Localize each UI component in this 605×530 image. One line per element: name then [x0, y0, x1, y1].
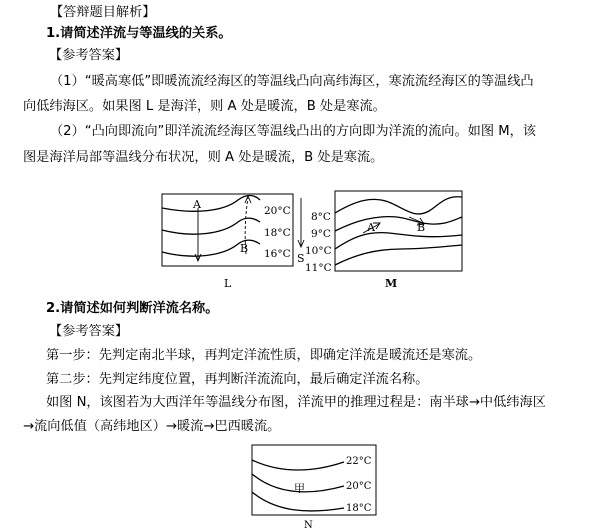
- figure-n-isotherm-22: [252, 460, 344, 470]
- figure-l-point-a: A: [193, 198, 201, 211]
- figure-l-label-20c: 20°C: [264, 205, 291, 217]
- figure-l-cold-arrowhead: [245, 196, 251, 203]
- figure-m-point-a: A: [367, 221, 375, 234]
- figure-l-point-b: B: [240, 242, 249, 255]
- figure-l-south-label: S: [297, 252, 305, 265]
- answer-2-step-1: 第一步：先判定南北半球，再判定洋流性质，即确定洋流是暖流还是寒流。: [46, 348, 482, 363]
- answer-1-paragraph-1-line-1: （1）“暖高寒低”即暖流流经海区的等温线凸向高纬海区，寒流流经海区的等温线凸: [50, 74, 534, 89]
- figure-l-caption: L: [224, 277, 232, 290]
- answer-2-step-2: 第二步：先判定纬度位置，再判断洋流流向，最后确定洋流名称。: [46, 372, 429, 387]
- figure-n-label-18c: 18°C: [346, 503, 372, 514]
- figure-m-isotherm-11: [335, 245, 462, 265]
- question-1-title: 1.请简述洋流与等温线的关系。: [46, 26, 232, 41]
- figure-n-current-label: 甲: [294, 482, 305, 495]
- figure-n-isotherm-diagram: [248, 442, 378, 530]
- answer-1-paragraph-1-line-2: 向低纬海区。如果图 L 是海洋，则 A 处是暖流，B 处是寒流。: [23, 99, 386, 114]
- figure-n-label-22c: 22°C: [346, 456, 372, 467]
- figure-m-label-9c: 9°C: [311, 228, 331, 240]
- figure-m-label-8c: 8°C: [311, 211, 331, 223]
- figure-l-label-18c: 18°C: [264, 227, 291, 239]
- section-header: 【答辩题目解析】: [50, 5, 156, 20]
- figure-l-isotherm-20: [162, 196, 260, 212]
- answer-label-1: 【参考答案】: [49, 48, 129, 63]
- figure-m-label-11c: 11°C: [305, 262, 332, 274]
- answer-1-paragraph-2-line-1: （2）“凸向即流向”即洋流流经海区等温线凸出的方向即为洋流的流向。如图 M，该: [50, 124, 536, 139]
- answer-2-example-line-1: 如图 N，该图若为大西洋年等温线分布图，洋流甲的推理过程是：南半球→中低纬海区: [46, 395, 546, 410]
- figure-m-isotherm-9: [335, 217, 462, 231]
- answer-1-paragraph-2-line-2: 图是海洋局部等温线分布状况，则 A 处是暖流，B 处是寒流。: [23, 150, 384, 165]
- figure-m-label-10c: 10°C: [305, 245, 332, 257]
- figure-m-isotherm-diagram: [305, 187, 465, 292]
- figure-m-caption: M: [385, 277, 398, 290]
- answer-2-example-line-2: →流向低值（高纬地区）→暖流→巴西暖流。: [23, 419, 281, 434]
- answer-label-2: 【参考答案】: [49, 324, 129, 339]
- figure-n-label-20c: 20°C: [346, 481, 372, 492]
- question-2-title: 2.请简述如何判断洋流名称。: [46, 301, 219, 316]
- figure-l-label-16c: 16°C: [264, 248, 291, 260]
- figure-m-isotherm-8: [335, 197, 462, 214]
- figure-l-isotherm-diagram: [158, 190, 318, 290]
- figure-m-point-b: B: [417, 221, 426, 234]
- figure-n-caption: N: [304, 520, 313, 530]
